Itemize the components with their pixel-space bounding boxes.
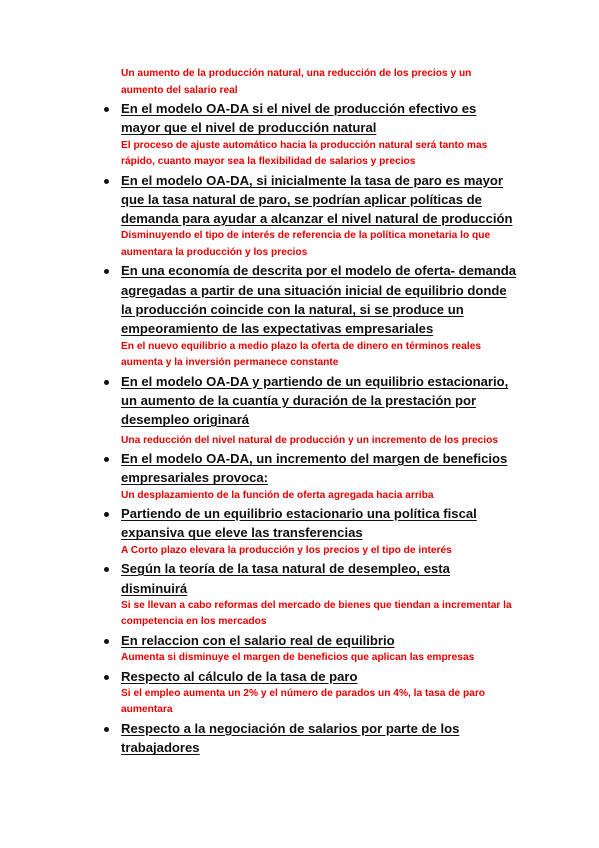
- list-item: [0, 719, 599, 758]
- list-item: [0, 504, 599, 543]
- list-item: [0, 449, 599, 488]
- list-item: [0, 631, 599, 650]
- question-text: Respecto al cálculo de la tasa de paro: [121, 668, 358, 684]
- bullet-icon: [104, 639, 109, 644]
- question-text: En relaccion con el salario real de equilibrio: [121, 632, 395, 648]
- answer-text: Un aumento de la producción natural, una reducción de los precios y un aumento del salario real: [121, 68, 472, 96]
- bullet-icon: [104, 107, 109, 112]
- list-item: [0, 372, 599, 430]
- answer-text: Disminuyendo el tipo de interés de referencia de la política monetaria lo que aumentara la producción y los precios: [121, 230, 491, 258]
- answer-text: Un desplazamiento de la función de oferta agregada hacia arriba: [121, 489, 434, 501]
- bullet-icon: [104, 380, 109, 385]
- list-item: [0, 667, 599, 686]
- list-item: [0, 559, 599, 598]
- bullet-icon: [104, 675, 109, 680]
- question-text: En el modelo OA-DA y partiendo de un equilibrio estacionario, un aumento de la cuantía y duración de la prestación por desempleo originará: [121, 373, 509, 428]
- question-text: En una economía de descrita por el modelo de oferta- demanda agregadas a partir de una situación inicial de equilibrio donde la producción coincide con la natural, si se produce un empeoramiento de las expectativas empresariales: [121, 263, 517, 337]
- answer-text: Si el empleo aumenta un 2% y el número de parados un 4%, la tasa de paro aumentara: [121, 687, 486, 716]
- qa-list: [0, 66, 599, 758]
- question-text: Respecto a la negociación de salarios por parte de los trabajadores: [121, 720, 460, 756]
- question-text: Según la teoría de la tasa natural de desempleo, esta disminuirá: [121, 561, 450, 596]
- answer-text: Aumenta si disminuye el margen de beneficios que aplican las empresas: [121, 652, 475, 664]
- answer-text: Una reducción del nivel natural de producción y un incremento de los precios: [121, 434, 499, 446]
- answer-text: Si se llevan a cabo reformas del mercado de bienes que tiendan a incrementar la competencia en los mercados: [121, 599, 512, 628]
- answer-text: A Corto plazo elevara la producción y los precios y el tipo de interés: [121, 544, 452, 556]
- question-text: Partiendo de un equilibrio estacionario una política fiscal expansiva que eleve las transferencias: [121, 506, 477, 541]
- question-text: En el modelo OA-DA, si inicialmente la tasa de paro es mayor que la tasa natural de paro, se podrían aplicar políticas de demanda para ayudar a alcanzar el nivel natural de producción: [121, 172, 513, 227]
- answer-text: En el nuevo equilibrio a medio plazo la oferta de dinero en términos reales aumenta y la inversión permanece constante: [121, 340, 482, 369]
- answer-text: El proceso de ajuste automático hacia la producción natural será tanto mas rápido, cuanto mayor sea la flexibilidad de salarios y precios: [121, 139, 488, 168]
- question-text: En el modelo OA-DA, un incremento del margen de beneficios empresariales provoca:: [121, 451, 508, 486]
- question-text: En el modelo OA-DA si el nivel de producción efectivo es mayor que el nivel de producción natural: [121, 101, 477, 136]
- bullet-icon: [104, 727, 109, 732]
- list-item: [0, 99, 599, 138]
- bullet-icon: [104, 179, 109, 184]
- list-item: [0, 261, 599, 338]
- list-item: [0, 171, 599, 229]
